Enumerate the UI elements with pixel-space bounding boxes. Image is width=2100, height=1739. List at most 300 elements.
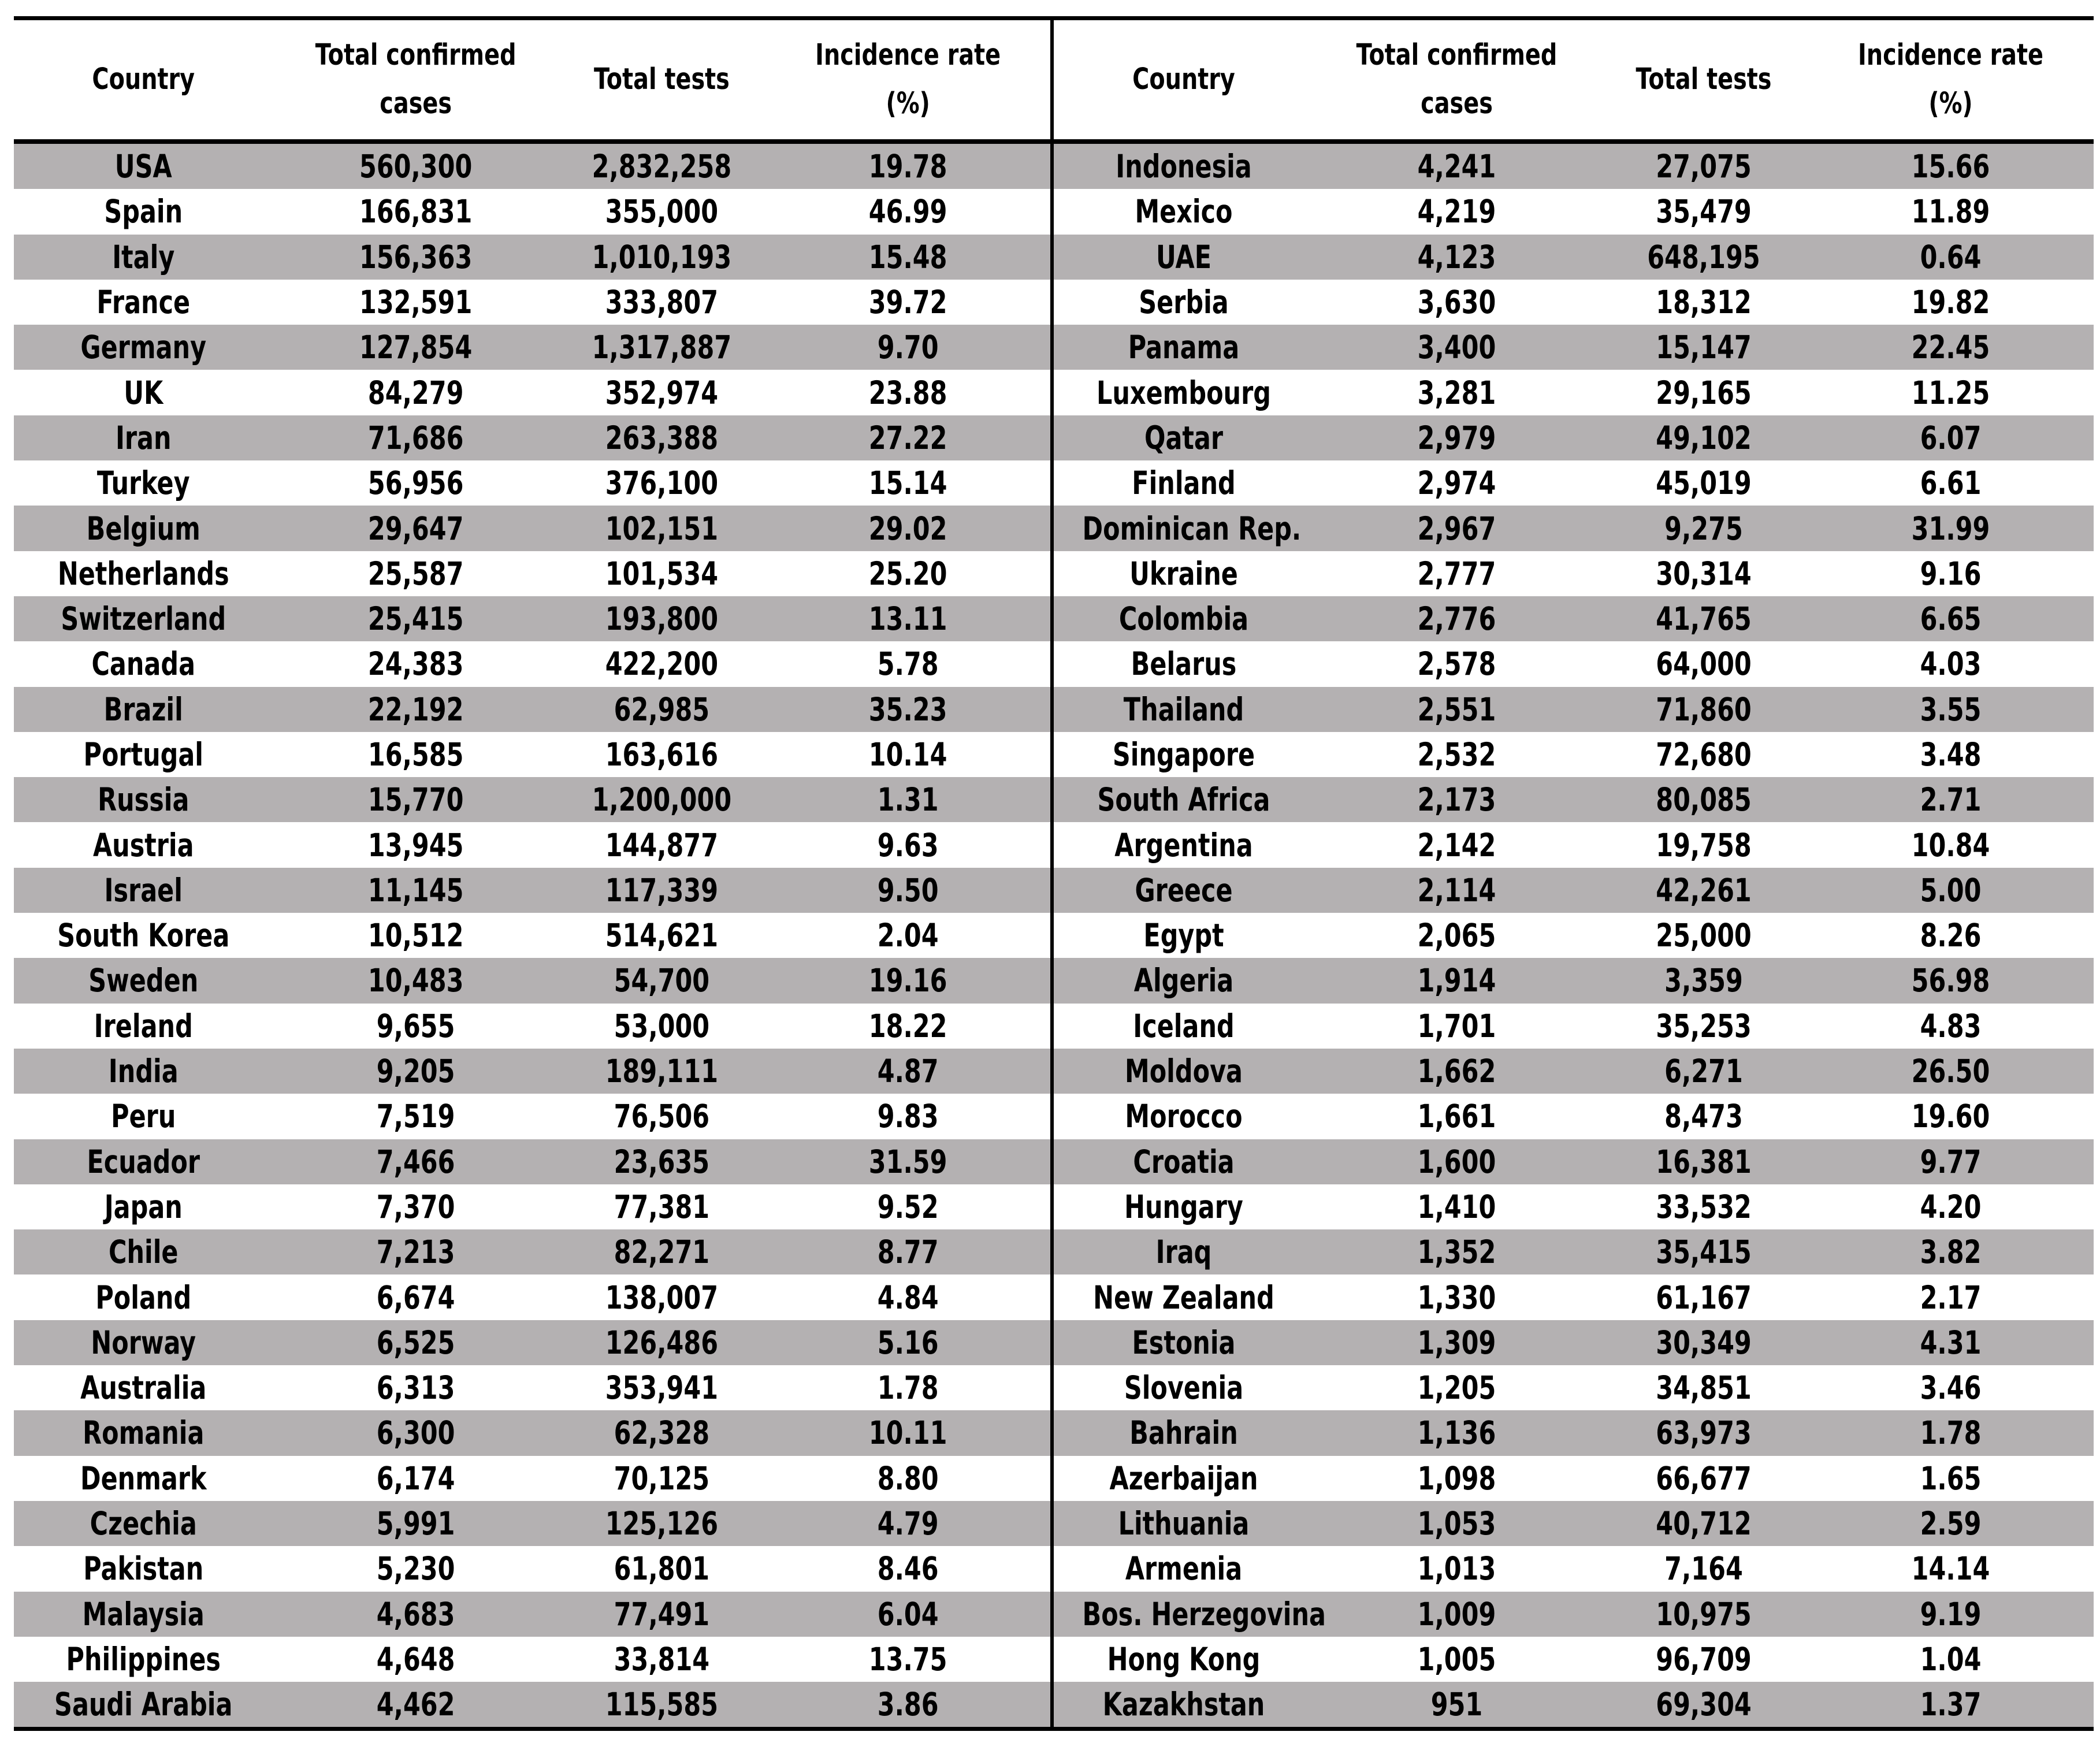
incidence-rate-header xyxy=(797,31,1019,128)
incidence-rate-cell: 2.17 xyxy=(1920,1279,1982,1316)
total-tests-cell: 33,532 xyxy=(1656,1188,1752,1225)
confirmed-cases-cell: 16,585 xyxy=(367,736,463,773)
total-tests-cell: 25,000 xyxy=(1656,917,1752,954)
incidence-rate-cell: 13.11 xyxy=(868,600,947,638)
header-row xyxy=(14,20,1050,144)
total-tests-cell: 61,801 xyxy=(614,1550,710,1588)
table-row xyxy=(14,913,1050,958)
total-tests-cell: 10,975 xyxy=(1656,1595,1752,1633)
table-body xyxy=(14,144,1050,1727)
country-cell: Qatar xyxy=(1144,419,1224,456)
country-cell: Peru xyxy=(111,1098,176,1135)
incidence-rate-cell: 3.55 xyxy=(1920,690,1982,728)
country-header-line: Country xyxy=(1132,62,1235,96)
table-row xyxy=(14,1094,1050,1139)
country-cell: Thailand xyxy=(1123,690,1244,728)
table-row xyxy=(14,1184,1050,1229)
incidence-rate-cell: 4.79 xyxy=(877,1505,939,1543)
total-tests-cell: 6,271 xyxy=(1664,1053,1743,1090)
table-row xyxy=(1054,1410,2094,1455)
total-tests-cell: 1,010,193 xyxy=(592,238,732,276)
confirmed-cases-cell: 6,300 xyxy=(376,1414,455,1452)
incidence-rate-cell: 35.23 xyxy=(868,690,947,728)
incidence-rate-cell: 4.20 xyxy=(1920,1188,1982,1225)
table-row xyxy=(14,958,1050,1003)
total-tests-cell: 49,102 xyxy=(1656,419,1752,456)
country-cell: South Korea xyxy=(57,917,230,954)
country-cell: Serbia xyxy=(1139,284,1229,321)
total-tests-cell: 125,126 xyxy=(605,1505,718,1543)
incidence-rate-cell: 1.37 xyxy=(1920,1686,1982,1723)
total-tests-cell: 30,314 xyxy=(1656,555,1752,592)
table-row xyxy=(1054,1139,2094,1184)
table-row xyxy=(14,641,1050,686)
table-row xyxy=(1054,325,2094,370)
total-tests-cell: 126,486 xyxy=(605,1324,718,1361)
incidence-rate-cell: 0.64 xyxy=(1920,238,1982,276)
table-right-half xyxy=(1054,20,2094,1727)
total-tests-cell: 82,271 xyxy=(614,1233,710,1271)
total-tests-cell: 352,974 xyxy=(605,374,718,411)
total-tests-cell: 1,317,887 xyxy=(592,329,732,366)
country-cell: Chile xyxy=(108,1233,179,1271)
country-cell: UK xyxy=(124,374,163,411)
confirmed-cases-header-line: cases xyxy=(1421,87,1493,121)
confirmed-cases-cell: 166,831 xyxy=(359,193,472,231)
confirmed-cases-cell: 10,512 xyxy=(367,917,463,954)
confirmed-cases-cell: 2,776 xyxy=(1417,600,1496,638)
incidence-rate-cell: 3.48 xyxy=(1920,736,1982,773)
covid-country-table xyxy=(14,16,2094,1731)
country-cell: Brazil xyxy=(103,690,183,728)
country-cell: Hong Kong xyxy=(1107,1640,1261,1678)
confirmed-cases-cell: 951 xyxy=(1430,1686,1483,1723)
country-header xyxy=(1083,55,1285,104)
incidence-rate-cell: 31.99 xyxy=(1911,510,1990,547)
confirmed-cases-cell: 2,777 xyxy=(1417,555,1496,592)
table-row xyxy=(1054,1365,2094,1410)
confirmed-cases-cell: 7,519 xyxy=(376,1098,455,1135)
table-row xyxy=(14,1546,1050,1591)
country-cell: USA xyxy=(114,148,172,185)
confirmed-cases-header xyxy=(304,31,527,128)
incidence-rate-cell: 9.16 xyxy=(1920,555,1982,592)
incidence-rate-cell: 2.71 xyxy=(1920,781,1982,819)
table-row xyxy=(1054,1229,2094,1274)
confirmed-cases-cell: 1,205 xyxy=(1417,1369,1496,1407)
table-row xyxy=(14,868,1050,913)
incidence-rate-cell: 1.31 xyxy=(877,781,939,819)
country-cell: Egypt xyxy=(1143,917,1224,954)
country-cell: South Africa xyxy=(1097,781,1270,819)
incidence-rate-cell: 3.46 xyxy=(1920,1369,1982,1407)
incidence-rate-cell: 1.78 xyxy=(1920,1414,1982,1452)
total-tests-cell: 353,941 xyxy=(605,1369,718,1407)
table-left-half xyxy=(14,20,1054,1727)
country-cell: Japan xyxy=(104,1188,183,1225)
table-row xyxy=(14,1365,1050,1410)
incidence-rate-cell: 4.03 xyxy=(1920,645,1982,683)
incidence-rate-cell: 9.70 xyxy=(877,329,939,366)
total-tests-cell: 64,000 xyxy=(1656,645,1752,683)
country-cell: Panama xyxy=(1128,329,1240,366)
total-tests-cell: 7,164 xyxy=(1664,1550,1743,1588)
country-cell: Iceland xyxy=(1133,1007,1235,1045)
country-cell: Belgium xyxy=(86,510,200,547)
confirmed-cases-cell: 25,587 xyxy=(367,555,463,592)
country-cell: Ecuador xyxy=(87,1143,200,1180)
country-cell: Israel xyxy=(104,871,183,909)
total-tests-cell: 15,147 xyxy=(1656,329,1752,366)
confirmed-cases-header-line: Total confirmed xyxy=(315,38,516,72)
country-cell: Switzerland xyxy=(61,600,226,638)
incidence-rate-cell: 8.77 xyxy=(877,1233,939,1271)
total-tests-cell: 514,621 xyxy=(605,917,718,954)
table-row xyxy=(14,1274,1050,1320)
incidence-rate-cell: 8.26 xyxy=(1920,917,1982,954)
confirmed-cases-cell: 84,279 xyxy=(367,374,463,411)
incidence-rate-cell: 5.16 xyxy=(877,1324,939,1361)
table-row xyxy=(14,822,1050,867)
confirmed-cases-cell: 9,205 xyxy=(376,1053,455,1090)
country-cell: Azerbaijan xyxy=(1109,1459,1258,1497)
country-cell: Algeria xyxy=(1133,962,1234,999)
country-cell: Netherlands xyxy=(57,555,229,592)
country-cell: Germany xyxy=(80,329,207,366)
incidence-rate-cell: 25.20 xyxy=(868,555,947,592)
incidence-rate-cell: 15.66 xyxy=(1911,148,1990,185)
incidence-rate-cell: 11.25 xyxy=(1911,374,1990,411)
table-row xyxy=(1054,641,2094,686)
total-tests-cell: 80,085 xyxy=(1656,781,1752,819)
incidence-rate-cell: 1.04 xyxy=(1920,1640,1982,1678)
total-tests-cell: 422,200 xyxy=(605,645,718,683)
confirmed-cases-cell: 2,979 xyxy=(1417,419,1496,456)
country-cell: Australia xyxy=(80,1369,207,1407)
incidence-rate-cell: 26.50 xyxy=(1911,1053,1990,1090)
incidence-rate-cell: 10.11 xyxy=(868,1414,947,1452)
country-cell: Morocco xyxy=(1125,1098,1243,1135)
country-cell: Luxembourg xyxy=(1097,374,1271,411)
confirmed-cases-cell: 71,686 xyxy=(367,419,463,456)
country-cell: Russia xyxy=(98,781,189,819)
country-cell: Canada xyxy=(91,645,196,683)
incidence-rate-cell: 22.45 xyxy=(1911,329,1990,366)
country-cell: Turkey xyxy=(96,465,190,502)
confirmed-cases-cell: 7,466 xyxy=(376,1143,455,1180)
confirmed-cases-cell: 1,009 xyxy=(1417,1595,1496,1633)
total-tests-cell: 77,491 xyxy=(614,1595,710,1633)
incidence-rate-cell: 19.78 xyxy=(868,148,947,185)
table-row xyxy=(14,1004,1050,1049)
confirmed-cases-cell: 3,400 xyxy=(1417,329,1496,366)
total-tests-cell: 27,075 xyxy=(1656,148,1752,185)
country-cell: Indonesia xyxy=(1116,148,1252,185)
table-row xyxy=(1054,732,2094,777)
table-row xyxy=(1054,1184,2094,1229)
table-row xyxy=(1054,822,2094,867)
table-row xyxy=(1054,868,2094,913)
table-row xyxy=(1054,1501,2094,1546)
incidence-rate-cell: 18.22 xyxy=(868,1007,947,1045)
confirmed-cases-cell: 1,352 xyxy=(1417,1233,1496,1271)
total-tests-cell: 2,832,258 xyxy=(592,148,732,185)
country-cell: Austria xyxy=(92,826,194,864)
confirmed-cases-cell: 3,281 xyxy=(1417,374,1496,411)
country-cell: Bahrain xyxy=(1129,1414,1238,1452)
table-row xyxy=(14,460,1050,506)
incidence-rate-cell: 9.77 xyxy=(1920,1143,1982,1180)
confirmed-cases-cell: 24,383 xyxy=(367,645,463,683)
total-tests-cell: 18,312 xyxy=(1656,284,1752,321)
table-row xyxy=(14,551,1050,596)
incidence-rate-cell: 9.50 xyxy=(877,871,939,909)
country-cell: Kazakhstan xyxy=(1102,1686,1265,1723)
total-tests-cell: 54,700 xyxy=(614,962,710,999)
incidence-rate-cell: 8.46 xyxy=(877,1550,939,1588)
total-tests-cell: 101,534 xyxy=(605,555,718,592)
confirmed-cases-cell: 560,300 xyxy=(359,148,472,185)
confirmed-cases-cell: 1,309 xyxy=(1417,1324,1496,1361)
table-row xyxy=(1054,1682,2094,1727)
country-cell: Italy xyxy=(112,238,175,276)
confirmed-cases-cell: 1,013 xyxy=(1417,1550,1496,1588)
confirmed-cases-cell: 1,098 xyxy=(1417,1459,1496,1497)
country-header xyxy=(42,55,244,104)
header-row xyxy=(1054,20,2094,144)
table-row xyxy=(1054,596,2094,641)
total-tests-header xyxy=(581,55,742,104)
confirmed-cases-cell: 4,683 xyxy=(376,1595,455,1633)
country-cell: Malaysia xyxy=(82,1595,205,1633)
total-tests-cell: 189,111 xyxy=(605,1053,718,1090)
confirmed-cases-cell: 4,219 xyxy=(1417,193,1496,231)
incidence-rate-cell: 8.80 xyxy=(877,1459,939,1497)
total-tests-header-line: Total tests xyxy=(1636,62,1772,96)
total-tests-cell: 53,000 xyxy=(614,1007,710,1045)
table-row xyxy=(1054,687,2094,732)
table-row xyxy=(1054,1456,2094,1501)
incidence-rate-cell: 9.19 xyxy=(1920,1595,1982,1633)
confirmed-cases-cell: 2,065 xyxy=(1417,917,1496,954)
incidence-rate-cell: 5.78 xyxy=(877,645,939,683)
incidence-rate-cell: 5.00 xyxy=(1920,871,1982,909)
total-tests-cell: 35,253 xyxy=(1656,1007,1752,1045)
confirmed-cases-cell: 6,174 xyxy=(376,1459,455,1497)
table-row xyxy=(1054,370,2094,415)
country-cell: Greece xyxy=(1135,871,1233,909)
incidence-rate-cell: 9.63 xyxy=(877,826,939,864)
confirmed-cases-cell: 11,145 xyxy=(367,871,463,909)
total-tests-cell: 96,709 xyxy=(1656,1640,1752,1678)
total-tests-cell: 30,349 xyxy=(1656,1324,1752,1361)
table-row xyxy=(1054,777,2094,822)
incidence-rate-cell: 23.88 xyxy=(868,374,947,411)
confirmed-cases-cell: 2,967 xyxy=(1417,510,1496,547)
country-cell: UAE xyxy=(1155,238,1212,276)
total-tests-cell: 72,680 xyxy=(1656,736,1752,773)
confirmed-cases-cell: 132,591 xyxy=(359,284,472,321)
total-tests-cell: 29,165 xyxy=(1656,374,1752,411)
total-tests-cell: 117,339 xyxy=(605,871,718,909)
confirmed-cases-cell: 5,230 xyxy=(376,1550,455,1588)
table-row xyxy=(1054,551,2094,596)
incidence-rate-cell: 9.52 xyxy=(877,1188,939,1225)
incidence-rate-cell: 15.48 xyxy=(868,238,947,276)
incidence-rate-cell: 31.59 xyxy=(868,1143,947,1180)
country-cell: Mexico xyxy=(1135,193,1233,231)
total-tests-cell: 376,100 xyxy=(605,465,718,502)
table-row xyxy=(1054,506,2094,551)
incidence-rate-cell: 6.61 xyxy=(1920,465,1982,502)
confirmed-cases-cell: 1,701 xyxy=(1417,1007,1496,1045)
table-row xyxy=(14,1501,1050,1546)
country-cell: France xyxy=(96,284,191,321)
incidence-rate-header-line: Incidence rate xyxy=(815,38,1001,72)
table-row xyxy=(1054,1274,2094,1320)
table-row xyxy=(14,1637,1050,1682)
confirmed-cases-cell: 2,974 xyxy=(1417,465,1496,502)
total-tests-cell: 70,125 xyxy=(614,1459,710,1497)
country-cell: Portugal xyxy=(83,736,203,773)
country-cell: Moldova xyxy=(1125,1053,1243,1090)
table-row xyxy=(1054,280,2094,325)
country-cell: Philippines xyxy=(66,1640,221,1678)
table-row xyxy=(14,370,1050,415)
confirmed-cases-cell: 4,648 xyxy=(376,1640,455,1678)
country-cell: Croatia xyxy=(1133,1143,1235,1180)
confirmed-cases-cell: 1,136 xyxy=(1417,1414,1496,1452)
total-tests-cell: 35,479 xyxy=(1656,193,1752,231)
country-cell: Spain xyxy=(104,193,183,231)
table-row xyxy=(1054,415,2094,460)
table-row xyxy=(1054,235,2094,280)
confirmed-cases-header-line: cases xyxy=(379,87,452,121)
confirmed-cases-cell: 6,525 xyxy=(376,1324,455,1361)
table-row xyxy=(14,189,1050,234)
confirmed-cases-header xyxy=(1345,31,1568,128)
incidence-rate-cell: 3.82 xyxy=(1920,1233,1982,1271)
confirmed-cases-cell: 2,114 xyxy=(1417,871,1496,909)
total-tests-cell: 8,473 xyxy=(1664,1098,1743,1135)
incidence-rate-header-line: (%) xyxy=(1928,87,1973,121)
total-tests-cell: 333,807 xyxy=(605,284,718,321)
confirmed-cases-cell: 2,578 xyxy=(1417,645,1496,683)
country-cell: Lithuania xyxy=(1118,1505,1250,1543)
country-header-line: Country xyxy=(92,62,195,96)
total-tests-cell: 163,616 xyxy=(605,736,718,773)
confirmed-cases-cell: 25,415 xyxy=(367,600,463,638)
total-tests-cell: 193,800 xyxy=(605,600,718,638)
incidence-rate-cell: 4.87 xyxy=(877,1053,939,1090)
confirmed-cases-cell: 3,630 xyxy=(1417,284,1496,321)
confirmed-cases-cell: 6,674 xyxy=(376,1279,455,1316)
total-tests-cell: 355,000 xyxy=(605,193,718,231)
total-tests-cell: 33,814 xyxy=(614,1640,710,1678)
table-row xyxy=(14,325,1050,370)
table-row xyxy=(1054,460,2094,506)
table-row xyxy=(14,1139,1050,1184)
total-tests-cell: 69,304 xyxy=(1656,1686,1752,1723)
table-row xyxy=(14,777,1050,822)
incidence-rate-header-line: (%) xyxy=(886,87,930,121)
table-row xyxy=(1054,189,2094,234)
incidence-rate-cell: 4.83 xyxy=(1920,1007,1982,1045)
country-cell: Colombia xyxy=(1118,600,1249,638)
confirmed-cases-cell: 1,053 xyxy=(1417,1505,1496,1543)
confirmed-cases-cell: 1,661 xyxy=(1417,1098,1496,1135)
country-cell: Saudi Arabia xyxy=(54,1686,233,1723)
country-cell: Sweden xyxy=(88,962,199,999)
table-row xyxy=(14,1229,1050,1274)
incidence-rate-cell: 3.86 xyxy=(877,1686,939,1723)
country-cell: New Zealand xyxy=(1093,1279,1274,1316)
country-cell: Poland xyxy=(95,1279,192,1316)
incidence-rate-cell: 2.04 xyxy=(877,917,939,954)
total-tests-cell: 61,167 xyxy=(1656,1279,1752,1316)
table-row xyxy=(14,1320,1050,1365)
table-row xyxy=(14,235,1050,280)
country-cell: Iraq xyxy=(1155,1233,1212,1271)
total-tests-header xyxy=(1623,55,1785,104)
country-cell: Belarus xyxy=(1131,645,1237,683)
table-row xyxy=(1054,1592,2094,1637)
total-tests-cell: 23,635 xyxy=(614,1143,710,1180)
total-tests-cell: 102,151 xyxy=(605,510,718,547)
country-cell: Dominican Rep. xyxy=(1082,510,1302,547)
incidence-rate-cell: 6.07 xyxy=(1920,419,1982,456)
incidence-rate-cell: 19.16 xyxy=(868,962,947,999)
table-row xyxy=(1054,958,2094,1003)
total-tests-cell: 34,851 xyxy=(1656,1369,1752,1407)
country-cell: Czechia xyxy=(90,1505,197,1543)
incidence-rate-cell: 19.82 xyxy=(1911,284,1990,321)
total-tests-cell: 9,275 xyxy=(1664,510,1743,547)
table-row xyxy=(14,415,1050,460)
confirmed-cases-cell: 1,600 xyxy=(1417,1143,1496,1180)
confirmed-cases-cell: 7,213 xyxy=(376,1233,455,1271)
confirmed-cases-cell: 9,655 xyxy=(376,1007,455,1045)
total-tests-cell: 63,973 xyxy=(1656,1414,1752,1452)
table-row xyxy=(1054,1546,2094,1591)
table-body xyxy=(1054,144,2094,1727)
total-tests-cell: 62,328 xyxy=(614,1414,710,1452)
confirmed-cases-cell: 1,005 xyxy=(1417,1640,1496,1678)
confirmed-cases-cell: 13,945 xyxy=(367,826,463,864)
total-tests-cell: 41,765 xyxy=(1656,600,1752,638)
incidence-rate-cell: 39.72 xyxy=(868,284,947,321)
incidence-rate-header xyxy=(1839,31,2062,128)
total-tests-cell: 144,877 xyxy=(605,826,718,864)
total-tests-cell: 76,506 xyxy=(614,1098,710,1135)
total-tests-cell: 3,359 xyxy=(1664,962,1743,999)
table-row xyxy=(14,732,1050,777)
incidence-rate-cell: 19.60 xyxy=(1911,1098,1990,1135)
confirmed-cases-cell: 22,192 xyxy=(367,690,463,728)
confirmed-cases-header-line: Total confirmed xyxy=(1356,38,1558,72)
country-cell: Finland xyxy=(1132,465,1236,502)
table-row xyxy=(1054,913,2094,958)
incidence-rate-cell: 13.75 xyxy=(868,1640,947,1678)
incidence-rate-cell: 1.65 xyxy=(1920,1459,1982,1497)
confirmed-cases-cell: 4,462 xyxy=(376,1686,455,1723)
confirmed-cases-cell: 1,914 xyxy=(1417,962,1496,999)
country-cell: Argentina xyxy=(1114,826,1253,864)
table-row xyxy=(1054,144,2094,189)
confirmed-cases-cell: 4,123 xyxy=(1417,238,1496,276)
total-tests-cell: 62,985 xyxy=(614,690,710,728)
table-row xyxy=(1054,1094,2094,1139)
